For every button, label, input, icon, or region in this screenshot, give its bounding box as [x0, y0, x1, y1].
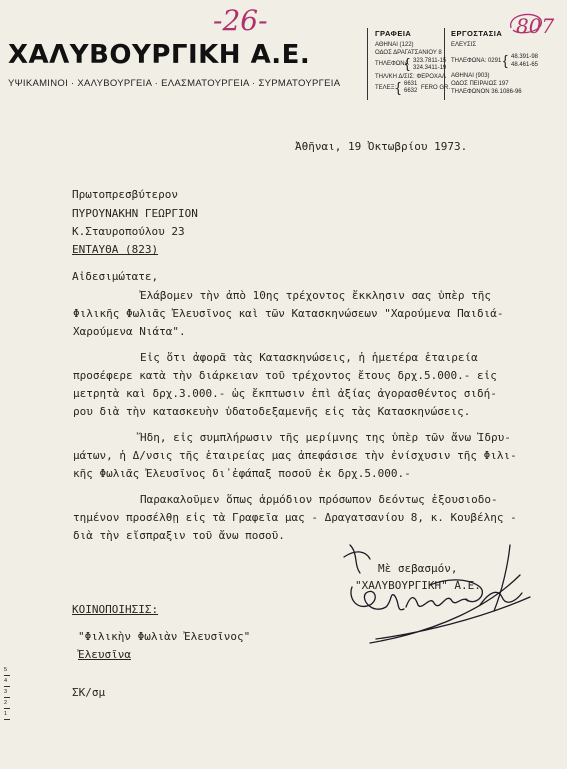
works-title: ΕΡΓΟΣΤΑΣΙΑ — [451, 29, 503, 38]
works-phones-label: ΤΗΛΕΦΩΝΑ: 0291 — [451, 58, 502, 64]
margin-number: 5 — [4, 667, 8, 673]
offices-telex-1: 6631 — [404, 81, 418, 87]
body-line: ρου διὰ τὴν κατασκευὴν ὑδατοδεξαμενῆς εἰς τὰς Κατασκηνώσεις. — [73, 405, 471, 418]
cc-line: "Φιλικὴν Φωλιὰν Ἐλευσῖνος" — [78, 630, 251, 643]
recipient-line: ΠΥΡΟΥΝΑΚΗΝ ΓΕΩΡΓΙΟΝ — [72, 207, 198, 220]
margin-number: 1 — [4, 711, 8, 717]
body-line: Φιλικῆς Φωλιᾶς Ἐλευσῖνος καὶ τῶν Κατασκηνώσεων "Χαρούμενα Παιδιά- — [73, 307, 504, 320]
date-line: Ἀθῆναι, 19 Ὀκτωβρίου 1973. — [295, 140, 468, 153]
margin-tick — [4, 686, 10, 687]
works-phone-2: 48.461-65 — [511, 62, 539, 68]
letterhead-divider-left — [367, 28, 368, 100]
offices-city: ΑΘΗΝΑΙ (122) — [375, 42, 414, 48]
offices-phone-1: 323.7811-15 — [413, 58, 447, 64]
works-athens-address: ΟΔΟΣ ΠΕΙΡΑΙΩΣ 197 — [451, 81, 509, 87]
margin-tick — [4, 697, 10, 698]
cc-heading: ΚΟΙΝΟΠΟΙΗΣΙΣ: — [72, 603, 159, 616]
works-athens-phones: ΤΗΛΕΦΩΝΟΝ 36.1086-96 — [451, 89, 522, 95]
offices-phones-label: ΤΗΛΕΦΩΝΑ — [375, 61, 409, 67]
margin-tick — [4, 708, 10, 709]
offices-brace: { — [405, 55, 410, 71]
body-line: κῆς Φωλιᾶς Ἐλευσῖνος δι᾽ἐφάπαξ ποσοῦ ἐκ δρχ.5.000.- — [73, 467, 411, 480]
recipient-line: Πρωτοπρεσβύτερον — [72, 188, 178, 201]
offices-cable: ΤΗΛ/ΚΗ Δ/ΣΙΣ: ΦΕΡΟΧΑΛ — [375, 74, 446, 80]
handwritten-signature — [330, 535, 540, 650]
margin-number: 2 — [4, 700, 8, 706]
body-line: Ἐλάβομεν τὴν ἀπὸ 10ης τρέχοντος ἔκκλησιν σας ὑπὲρ τῆς — [140, 289, 491, 302]
works-place: ΕΛΕΥΣΙΣ — [451, 42, 477, 48]
handwritten-page-number: -26- — [213, 4, 268, 37]
cc-line: Ἐλευσῖνα — [78, 648, 131, 661]
works-athens-city: ΑΘΗΝΑΙ (903) — [451, 73, 490, 79]
company-name: ΧΑΛΥΒΟΥΡΓΙΚΗ Α.Ε. — [8, 40, 311, 70]
offices-telex-label: ΤΕΛΕΞ: — [375, 85, 397, 91]
body-line: Χαρούμενα Νιάτα". — [73, 325, 186, 338]
handwritten-archive-number: 807 — [516, 14, 555, 38]
body-line: Παρακαλοῦμεν ὅπως ἁρμόδιον πρόσωπον δεόντως ἐξουσιοδο- — [140, 493, 498, 506]
company-tagline: ΥΨΙΚΑΜΙΝΟΙ · ΧΑΛΥΒΟΥΡΓΕΙΑ · ΕΛΑΣΜΑΤΟΥΡΓΕΙΑ · ΣΥΡΜΑΤΟΥΡΓΕΙΑ — [8, 78, 341, 89]
body-line: διὰ τὴν εἴσπραξιν τοῦ ἄνω ποσοῦ. — [73, 529, 285, 542]
margin-number: 4 — [4, 678, 8, 684]
body-line: Ἤδη, εἰς συμπλήρωσιν τῆς μερίμνης της ὑπὲρ τῶν ἄνω Ἱδρυ- — [140, 431, 511, 444]
margin-tick — [4, 719, 10, 720]
margin-number: 3 — [4, 689, 8, 695]
recipient-line: ΕΝΤΑΥΘΑ (823) — [72, 243, 159, 256]
offices-phone-2: 324.3411-19 — [413, 65, 447, 71]
closing: Μὲ σεβασμόν, — [378, 562, 458, 575]
margin-tick — [4, 675, 10, 676]
works-brace: { — [503, 52, 508, 68]
body-line: προσέφερε κατὰ τὴν διάρκειαν τοῦ τρέχοντος ἔτους δρχ.5.000.- εἰς — [73, 369, 497, 382]
works-phone-1: 48.391-98 — [511, 54, 539, 60]
offices-telex-brace: { — [396, 79, 401, 95]
body-line: μάτων, ἡ Δ/νσις τῆς ἑταιρείας μας ἀπεφάσισε τὴν ἐνίσχυσιν τῆς Φιλι- — [73, 449, 517, 462]
body-line: μετρητὰ καὶ δρχ.3.000.- ὡς ἔκπτωσιν ἐπὶ ἀξίας ἀγορασθέντος σιδή- — [73, 387, 497, 400]
offices-telex-suffix: FERO GR. — [421, 85, 451, 91]
signature-company: "ΧΑΛΥΒΟΥΡΓΙΚΗ" Α.Ε. — [355, 579, 481, 592]
handwritten-circle — [505, 8, 545, 38]
typist-initials: ΣΚ/σμ — [72, 686, 106, 699]
body-line: τημένον προσέλθῃ εἰς τὰ Γραφεῖα μας - Δραγατσανίου 8, κ. Κουβέλης - — [73, 511, 517, 524]
recipient-line: Κ.Σταυροπούλου 23 — [72, 225, 185, 238]
body-line: Εἰς ὅτι ἀφορᾶ τὰς Κατασκηνώσεις, ἡ ἡμετέρα ἑταιρεία — [140, 351, 478, 364]
salutation: Αἰδεσιμώτατε, — [72, 270, 159, 283]
offices-title: ΓΡΑΦΕΙΑ — [375, 29, 412, 38]
offices-telex-2: 6632 — [404, 88, 418, 94]
offices-address: ΟΔΟΣ ΔΡΑΓΑΤΣΑΝΙΟΥ 8 — [375, 50, 442, 56]
